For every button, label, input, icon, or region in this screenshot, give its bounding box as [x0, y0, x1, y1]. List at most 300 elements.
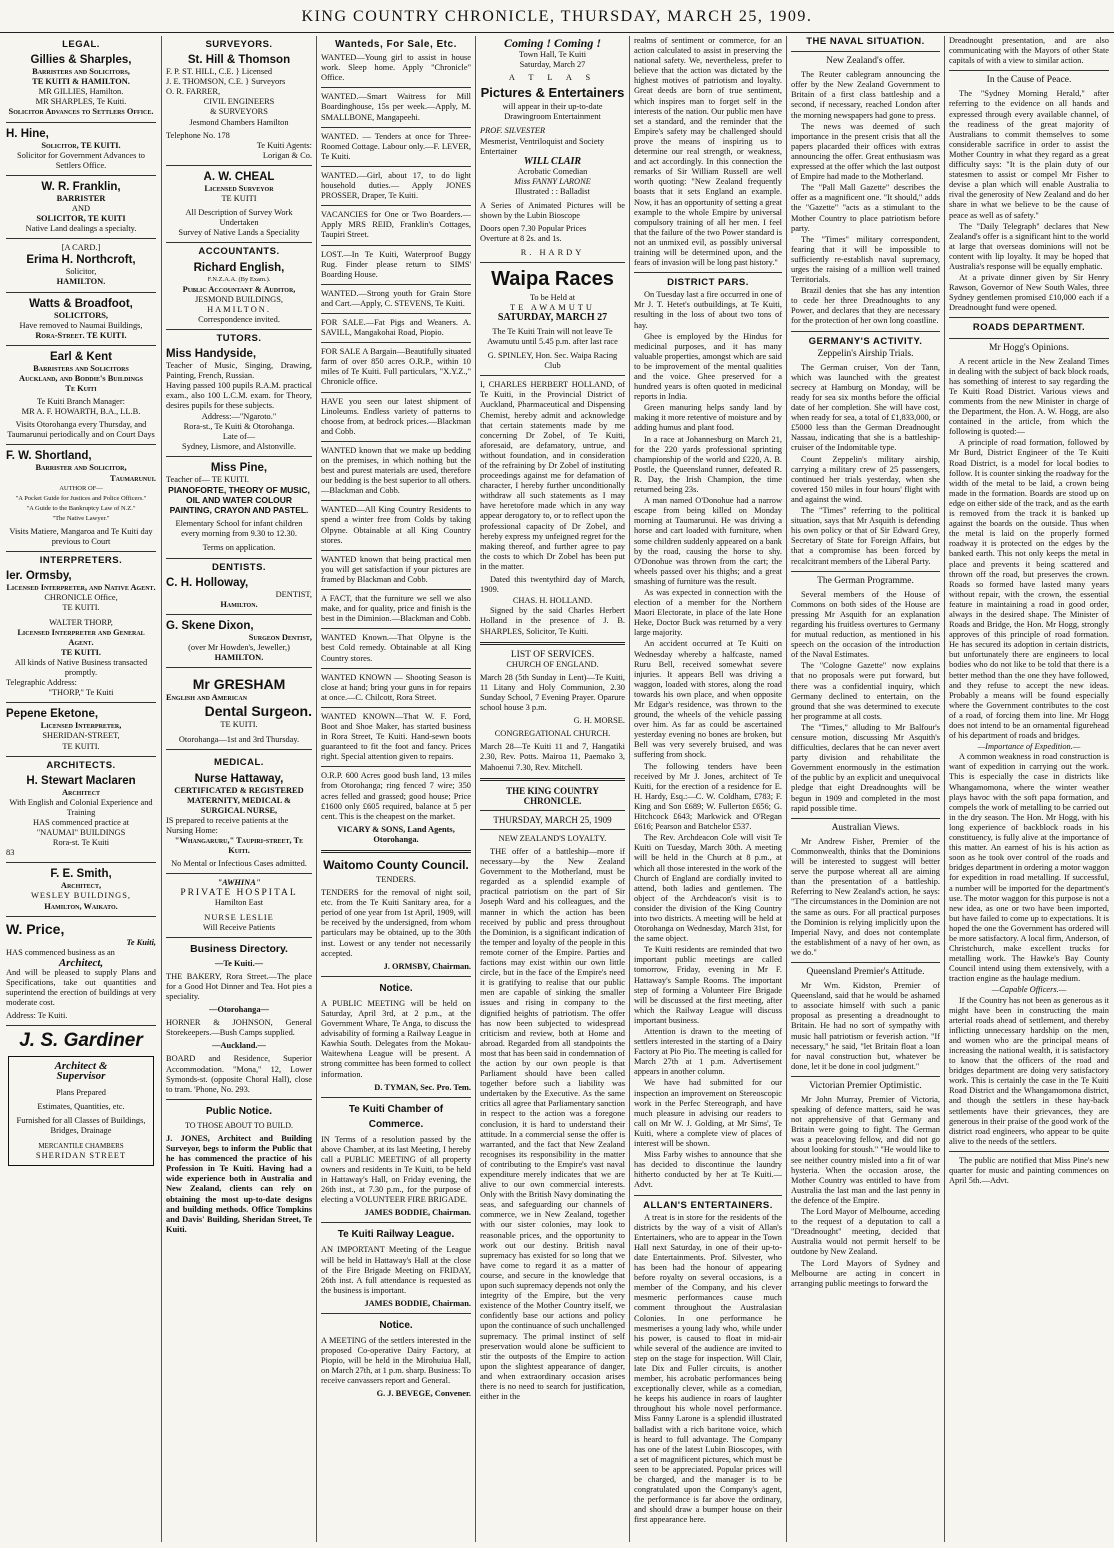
- card-line: Dental Surgeon.: [204, 703, 312, 720]
- section-heading-commerce: Te Kuiti Chamber of Commerce.: [348, 1103, 444, 1130]
- article-loyalty-cont: realms of sentiment or commerce, for an action calculated to assist in preserving the national safety. We, nevertheless, prefer to believe that the action was dictated by the highest motives of patriotism and loyalty. Great deeds are born of true sentiment, which inspires man to forget self in the interests of the nation. Our public men have set a standard, and the reminder that the Empire's safety may be challenged should prove the means of inspiring us to determine our real strength, or weakness, and act accordingly. In this connection the remarks of Sir William Russell are well worth quoting: "New Zealand frequently boasts that it sets England an example. Now, it has an opportunity of setting a great example to the whole Empire by universal compulsory training of all her men. I feel that the failure of the two Power standard is not an unmixed evil, as possibly universal training will be determined upon, and the fears of invasion will be long past history.": [634, 36, 782, 268]
- programme-par: The "Times," alluding to Mr Balfour's censure motion, discussing Mr Asquith's difficulties, declares that he can never avert party division and rehabilitate the Government enormously in the estimation of the public by an explicit and unequivocal pledge that eight Dreadnoughts will be begun in 1909 and completed in the most rapid possible time.: [791, 722, 940, 813]
- card-pine: [166, 461, 312, 554]
- section-heading-medical: MEDICAL.: [214, 757, 264, 769]
- divider: [480, 262, 625, 263]
- mayor-par: The Lord Mayors of Sydney and Melbourne are acting in concert in arranging public meetings to forward the: [791, 1258, 940, 1288]
- heading-coming: Coming ! Coming !: [503, 36, 602, 50]
- card-line: O. R. FARRER,: [166, 87, 221, 97]
- card-line: PIANOFORTE, THEORY OF MUSIC, OIL AND WATER COLOUR PAINTING, CRAYON AND PASTEL.: [168, 485, 310, 516]
- subheading-programme: The German Programme.: [817, 575, 914, 586]
- australian-par: Mr Andrew Fisher, Premier of the Commonwealth, thinks that the Dominions will be interested to suggest will better serve the purpose whereat all are aiming than the presentation of a battleship. Referring to New Zealand's action, he says: "The circumstances in the Dominion are not the same as ours. For all practical purposes the Dominion is relying implicitly upon the Imperial Navy, and does not contemplate the establishment of a navy of her own, as we do.": [791, 836, 940, 957]
- card-line: MR A. F. HOWARTH, B.A., LL.B.: [21, 407, 141, 417]
- public-notice-subheading: TO THOSE ABOUT TO BUILD.: [185, 1120, 293, 1130]
- divider: [321, 1222, 471, 1223]
- card-line: Rora-Street. TE KUITI.: [35, 330, 127, 340]
- card-line: TE KUITI.: [60, 647, 102, 657]
- district-par: Ghee is employed by the Hindus for medicinal purposes, and it has many valuable properties, amongst which are said to be improvement of the mental qualities and the voice. Ghee preserved for a hundred years is often quoted in medicinal reports in India.: [634, 331, 782, 402]
- column-rule: [786, 36, 787, 1542]
- card-line: CIVIL ENGINEERS: [203, 97, 275, 107]
- card-northcroft: [6, 243, 156, 287]
- subheading-germany: Zeppelin's Airship Trials.: [817, 348, 914, 359]
- card-line: "A Guide to the Bankruptcy Law of N.Z.": [26, 504, 136, 512]
- notice-tenders: TENDERS for the removal of night soil, etc. from the Te Kuiti Sanitary area, for a period of one year from 1st April, 1909, will be received by the undersigned, from whom particulars may be obtained, up to the 30th inst. Lowest or any tender not necessarily accepted.: [321, 888, 471, 958]
- divider: [791, 818, 940, 819]
- card-line: SOLICITORS,: [53, 310, 109, 320]
- performer-clair: WILL CLAIR: [523, 155, 582, 167]
- divider: [166, 558, 312, 559]
- column-district: [634, 36, 782, 1542]
- divider: [791, 962, 940, 963]
- district-par: On Tuesday last a fire occurred in one of Mr J. T. Hetet's outbuildings, at Te Kuiti, resulting in the loss of about two tons of hay.: [634, 290, 782, 330]
- card-kent: [6, 350, 156, 441]
- divider: [791, 331, 940, 332]
- divider: [166, 456, 312, 457]
- card-line: Architect: [61, 787, 101, 797]
- masthead: [0, 6, 1114, 33]
- church-heading: CONGREGATIONAL CHURCH.: [494, 729, 611, 739]
- section-heading-notice: Notice.: [379, 982, 413, 994]
- classified-ad: WANTED. — Tenders at once for Three-Roomed Cottage. Labour only.—F. LEVER, Te Kuiti.: [321, 131, 471, 161]
- card-line: Visits Matiere, Mangaroa and Te Kuiti day previous to Court: [9, 527, 153, 547]
- card-line: All Description of Survey Work Undertaken: [185, 208, 293, 228]
- card-line: Plans Prepared: [55, 1087, 106, 1097]
- card-line: Rora-st., Te Kuiti & Otorohanga.: [183, 421, 295, 431]
- naval-par: The "Times" military correspondent, fearing that it will be impossible to sufficiently re-establish naval supremacy, urges the raising of a million well trained Territorials.: [791, 234, 940, 285]
- programme-par: Several members of the House of Commons on both sides of the House are pressing Mr Asquith for an explanation regarding his fruitless overtures to Germany for mutual reduction, as mentioned in his speech on the occasion of the introduction of the Naval Estimates.: [791, 589, 940, 660]
- card-line: Supervisor: [56, 1070, 106, 1083]
- subheading-queensland: Queensland Premier's Attitude.: [806, 966, 925, 977]
- divider: [166, 873, 312, 874]
- classified-ad: VACANCIES for One or Two Boarders.—Apply MRS REID, Franklin's Cottages, Taupiri Street.: [321, 210, 471, 240]
- column-naval: [791, 36, 940, 1542]
- card-name: Miss Handyside,: [166, 348, 257, 361]
- card-line: Solicitor Advances to Settlers Office.: [8, 107, 154, 117]
- card-name: W. Price,: [6, 920, 65, 937]
- card-gillies: [6, 53, 156, 117]
- card-line: Elementary School for infant children every morning from 9.30 to 12.30.: [175, 519, 303, 539]
- section-heading-accountants: ACCOUNTANTS.: [198, 246, 280, 258]
- card-line: & SURVEYORS: [210, 107, 268, 117]
- paper-title: THE KING COUNTRY CHRONICLE.: [506, 785, 599, 806]
- notice-holland-signature: CHAS. H. HOLLAND.: [512, 596, 593, 606]
- card-line: All kinds of Native Business transacted promptly.: [14, 657, 148, 678]
- card-line: "A Pocket Guide for Justices and Police Officers.": [15, 494, 147, 502]
- section-heading-directory: Business Directory.: [190, 942, 288, 955]
- card-line: "NAUMAI" BUILDINGS: [36, 828, 126, 838]
- divider: [6, 862, 156, 863]
- event-hall: Town Hall, Te Kuiti: [518, 50, 587, 59]
- card-line: Barrister and Solicitor,: [35, 463, 127, 473]
- section-heading-naval: THE NAVAL SITUATION.: [806, 36, 925, 47]
- card-name: Watts & Broadfoot,: [29, 297, 133, 310]
- germany-par: Count Zeppelin's military airship, carrying a military crew of 25 passengers, continued her trials yesterday, when she covered 150 miles in four hours' flight with and against the wind.: [791, 454, 940, 504]
- card-line: Solicitor, TE KUITI.: [41, 140, 121, 150]
- card-line: Estimates, Quantities, etc.: [37, 1101, 125, 1111]
- district-par: The Rev. Archdeacon Cole will visit Te Kuiti on Tuesday, March 30th. A meeting will be held in the Church at 8 p.m., at which all those interested in the work of the Church of England are cordially invited to attend, both ladies and gentlemen. The object of the Archdeacon's visit is to consider the division of the King Country into two districts. A meeting will be held at Otorohanga on Wednesday, March 31st, for the same object.: [634, 833, 782, 944]
- card-name: F. W. Shortland,: [6, 450, 92, 463]
- divider: [6, 702, 156, 703]
- card-name: St. Hill & Thomson: [187, 54, 291, 67]
- ad-jones: J. JONES, Architect and Building Surveyor, begs to inform the Public that he has commenced the practice of his Profession in Te Kuiti. Having had a wide experience both in Australia and New Zealand, clients can rely on obtaining the most up-to-date designs and building methods. Office Tompkins and Davis' Building, Sheridan Street, Te Kuiti.: [166, 1133, 312, 1234]
- notice-signature: JAMES BODDIE, Chairman.: [364, 1298, 471, 1308]
- card-line: NURSE LESLIE: [204, 912, 274, 922]
- section-heading-railway: Te Kuiti Railway League.: [337, 1229, 455, 1241]
- card-name: H. Stewart Maclaren: [26, 774, 136, 787]
- card-line: Address: Te Kuiti.: [6, 1011, 68, 1021]
- card-thorp: [6, 618, 156, 699]
- divider: [166, 242, 312, 243]
- waipa-signature: G. SPINLEY, Hon. Sec. Waipa Racing Club: [487, 351, 618, 371]
- district-par: A man named O'Donohue had a narrow escape from being killed on Monday morning at Taumarunui. He was driving a horse and cart loaded with furniture, when some children suddenly appeared on a bank by the road, causing the horse to shy. O'Donohue was thrown from the cart; the wheels passed over his thighs; and a great smashing of furniture was the result.: [634, 496, 782, 586]
- article-loyalty: THE offer of a battleship—more if necessary—by the New Zealand Government to the Motherland, must be regarded as a splendid example of practical patriotism on the part of Sir Joseph Ward and his colleagues, and the manner in which the action has been received by public and press throughout the Dominion, is a significant indication of the temper and loyalty of the people in this remote corner of the Empire. Parties and factions may exist within our own little circle, but in the face of the Empire's need it is gratifying to realise that our public men are capable of sinking the smaller issues and rising in company to the dignified heights of patriotism. The offer has now been subjected to widespread criticism and review, both at Home and abroad. Regarded from all standpoints the most that has been said in condemnation of the action by our own people is that Parliament should have been called together before such a liability was undertaken by the Executive. As the same critics all agree that Parliamentary sanction in respect to the action was a foregone conclusion, it is hard to understand their attitude. In a commercial sense the offer is warranted, and the fact that New Zealand recognises its responsibility in the matter of contributing to the Empire's vast naval expenditure merely indicates that we are alive to our own commercial interests. Only with the British Navy dominating the seas, and safeguarding our channels of commerce, we in New Zealand, together with our sister colonies, may look to reasonable prices, and the opportunity to work out our destiny. British naval supremacy has existed for so long that we have come to regard it as a matter of course, and secure in the knowledge that upon such supremacy depends not only the integrity of the Empire, but the very existence of the Mother Country itself, we confidently base our actions and policy upon the continuance of such unchallenged supremacy. The primal instinct of self preservation would alone be sufficient to stir the outposts of the Empire to action upon the slightest appearance of danger, and when extraordinary occasion arises there is no need to search for justification, either in the: [480, 847, 625, 1402]
- classified-ad: A FACT, that the furniture we sell we also make, and for quality, price and finish is the best in the Diminion.—Blackman and Cobb.: [321, 594, 471, 624]
- divider: [6, 551, 156, 552]
- naval-cont: Dreadnought presentation, and are also communicating with the Mayors of other State capitals of with a view to similar action.: [949, 36, 1109, 66]
- card-line: HAS commenced business as an: [6, 947, 115, 957]
- card-line: And will be pleased to supply Plans and Specifications, take out quantities and superintend the erection of buildings at very moderate cost.: [6, 967, 156, 1008]
- victorian-par: Mr John Murray, Premier of Victoria, speaking of defence matters, said he was not apprehensive of that Germany and Britain were going to fight. The German was a peaceloving fellow, and did not go about looking for stoush." "He would like to see neither country misled into a fit of war hysteria. When the occasion arose, the Mother Country was entitled to have from Australia the last man and the last penny in the defence of the Empire.: [791, 1095, 940, 1205]
- divider: [480, 375, 625, 376]
- district-par: Miss Farby wishes to announce that she has decided to discontinue the laundry hitherto conducted by her at Te Kuiti.—Advt.: [634, 1150, 782, 1190]
- officers-par: If the Country has not been as generous as it might have been in constructing the main arterial roads ahead of settlement, and thereby inflicting unnecessary hardship on the men, and women who are the principal means of increasing the national wealth, it is satisfactory to know that the officers of the road and bridges department are doing very satisfactory work. This is certainly the case in the Te Kuiti Road District and the Whangamomona district, and though the settlers in these hay-back settlements have their grievances, they are generous in their praise of the good work of the district road engineers, who appear to be quite alive to the needs of the settlers.: [949, 995, 1109, 1146]
- section-heading-allan: ALLAN'S ENTERTAINERS.: [643, 1199, 773, 1211]
- card-line: Barristers and Solicitors: [33, 363, 129, 373]
- programme-par: The "Cologne Gazette" now explains that no proposals were put forward, but there was a confidential inquiry, which Germany declined to entertain, on the ground that she was determined to execute her programme at all costs.: [791, 661, 940, 721]
- event-atlas: A T L A S: [508, 73, 597, 83]
- card-line: SHERIDAN STREET: [35, 1151, 127, 1161]
- peace-par: The "Sydney Morning Herald," after referring to the evidence on all hands and expressed through every available channel, of the readiness of the great majority of Australians to commit themselves to some considerable sacrifice in order to assist the Mother Country in what they regard as a great difficulty says: "It is the plain duty of our statesmen to assist or compel Mr Fisher to devise a plan which will enable Australia to rival the generosity of New Zealand and do her share in what we believe to be the cause of peace as well as of safety.": [949, 89, 1109, 220]
- subheading-naval: New Zealand's offer.: [826, 56, 905, 67]
- card-line: SOLICITOR, TE KUITI: [36, 214, 126, 224]
- card-line: Telegraphic Address:: [6, 678, 77, 688]
- card-line: Teacher of Music, Singing, Drawing, Painting, French, Russian.: [166, 361, 312, 381]
- card-line: Late of—: [222, 431, 256, 441]
- subheading-tenders: TENDERS.: [376, 875, 416, 884]
- card-name: Mr GRESHAM: [192, 676, 286, 693]
- column-rule: [316, 36, 317, 1542]
- card-line: Telephone No. 178: [166, 130, 230, 140]
- event-title: Pictures & Entertainers: [480, 85, 625, 101]
- district-par: The following tenders have been received by Mr J. Jones, architect of Te Kuiti, for the erection of a residence for E. H. Hardy, Esq.:—C. W. Coldham, £783; F. King and Son £689; W. Fullerton £656; G. Hitchcock £643; Markwick and O'Regan £616; Pearson and Batchelor £537.: [634, 761, 782, 832]
- section-heading-surveyors: SURVEYORS.: [205, 39, 273, 50]
- waipa-line: TE AWAMUTU: [510, 302, 595, 312]
- card-ormsby: [6, 569, 156, 613]
- classified-ad: WANTED—All King Country Residents to spend a winter free from Colds by taking Olpyne. Obtainable at all King Country stores.: [321, 505, 471, 545]
- district-par: As was expected in connection with the election of a member for the Northern Maori Electorate, in place of the late Hone Heke, Doctor Buck was returned by a very large majority.: [634, 587, 782, 638]
- card-hine: [6, 127, 156, 171]
- divider: [6, 122, 156, 123]
- divider: [6, 345, 156, 346]
- card-line: HAS commenced practice at: [32, 817, 130, 827]
- divider: [6, 756, 156, 757]
- section-heading-legal: LEGAL.: [62, 39, 100, 50]
- event-date: Saturday, March 27: [519, 60, 586, 70]
- card-line: Jesmond Chambers Hamilton: [189, 117, 289, 127]
- church-signature: G. H. MORSE.: [573, 716, 625, 726]
- card-name: WALTER THORP,: [49, 617, 113, 627]
- divider: [949, 70, 1109, 71]
- ad-horner: HORNER & JOHNSON, General Storekeepers.—Bush Camps supplied.: [166, 1018, 312, 1038]
- card-line: MR GILLIES, Hamilton.: [38, 87, 124, 97]
- card-line: Architect,: [58, 956, 104, 969]
- card-line: Public Accountant & Auditor,: [182, 284, 296, 294]
- classified-ad: WANTED KNOWN — Shooting Season is close at hand; bring your guns in for repairs at once.—C. Chilcott, Rora Street.: [321, 672, 471, 702]
- card-line: BARRISTER: [56, 193, 106, 203]
- district-par: Te Kuiti residents are reminded that two important public meetings are called tomorrow, Friday, evening in Mr F. Hattaway's Sample Rooms. The important step of forming a Volunteer Fire Brigade will be discussed at the first meeting, after which the Railway League will discuss important business.: [634, 945, 782, 1025]
- performer-desc: Mesmerist, Ventriloquist and Society Entertainer: [480, 136, 605, 156]
- card-line: SHERIDAN-STREET,: [42, 731, 120, 741]
- card-line: Te Kuiti,: [126, 937, 156, 947]
- classified-ad: WANTED known that we make up bedding on the premises, in which nothing but the best and purest materials are used, therefore our bedding is the best superior to all others.—Blackman and Cobb.: [321, 445, 471, 496]
- card-line: WESLEY BUILDINGS,: [31, 891, 131, 901]
- column-legal: [6, 36, 156, 1542]
- event-doors: Doors open 7.30 Popular Prices: [480, 224, 587, 234]
- card-eketone: [6, 707, 156, 751]
- notice-signature: D. TYMAN, Sec. Pro. Tem.: [374, 1082, 471, 1092]
- card-franklin: [6, 180, 156, 234]
- column-entertainment: [480, 36, 625, 1542]
- card-line: Otorohanga—1st and 3rd Thursday.: [178, 735, 300, 745]
- card-line: Sydney, Lismore, and Alstonville.: [182, 441, 296, 451]
- peace-par: At a private dinner given by Sir Henry Rawson, Governor of New South Wales, three Sydney gentlemen promised £10,000 each if a Dreadnought fund were opened.: [949, 273, 1109, 313]
- divider: [166, 937, 312, 938]
- ad-bakery: THE BAKERY, Rora Street.—The place for a Good Hot Dinner and Tea. Hot pies a speciality.: [166, 971, 312, 1001]
- germany-par: The German cruiser, Von der Tann, which was launched with the greatest secrecy at Hamburg on Monday, will be ready for sea six months before the official date of her completion. She will have cost, when ready for sea, a total of £1,833,000, or £5000 less than the German Dreadnought Nassau, indicating that she is a battleship-cruiser of the Indomitable type.: [791, 362, 940, 453]
- card-name: F. E. Smith,: [50, 868, 112, 881]
- card-line: Auckland, and Boddie's Buildings: [19, 373, 143, 383]
- roads-par: A recent article in the New Zealand Times in dealing with the subject of back block roads, has something of interest to say regarding the Te Kuiti Road District. Various views and comments from the new Minister in charge of the Department, the Hon. A. W. Hogg, are also contained in the article, from which the following is quoted:—: [949, 356, 1109, 437]
- card-hill-thomson: [166, 53, 312, 161]
- card-line: Hamilton, Waikato.: [44, 901, 118, 911]
- event-manager: R. HARDY: [520, 247, 585, 257]
- performer-larone: Miss FANNY LARONE: [514, 176, 591, 186]
- card-name: Erima H. Northcroft,: [26, 254, 136, 267]
- card-name: W. R. Franklin,: [41, 180, 121, 193]
- divider: [791, 571, 940, 572]
- card-name: Nurse Hattaway,: [194, 772, 284, 785]
- performer-silvester: PROF. SILVESTER: [480, 126, 546, 136]
- card-line: Correspondence invited.: [198, 314, 280, 324]
- card-line: Licensed Interpreter and General Agent.: [17, 627, 145, 647]
- card-line: Licensed Interpreter, and Native Agent.: [6, 583, 156, 593]
- divider: [480, 810, 625, 811]
- card-line: HAMILTON.: [207, 304, 271, 314]
- district-par: An accident occurred at Te Kuiti on Wednesday whereby a halfcaste, named Ruru Bell, received somewhat severe injuries. It appears Bell was driving a waggon, loaded with stores, along the road towards his own place, and when opposite Mr Edgar's residence, was thrown to the ground, the wheels of the vehicle passing over him. As far as could be ascertained yesterday evening no bones are broken, but Bell was very severely bruised, and was suffering from shock.: [634, 639, 782, 760]
- district-par: Green manuring helps sandy land by making it more retentive of moisture and by adding humus and plant food.: [634, 403, 782, 433]
- divider: [634, 1195, 782, 1196]
- card-tag: [A CARD.]: [61, 243, 101, 253]
- divider: [949, 317, 1109, 318]
- card-line: "THORP," Te Kuiti: [48, 688, 114, 698]
- directory-subheading: —Otorohanga—: [209, 1005, 269, 1015]
- divider: [634, 272, 782, 273]
- card-line: Surgeon Dentist,: [248, 632, 312, 642]
- church-text: March 28 (5th Sunday in Lent)—Te Kuiti, 11 Litany and Holy Communion, 2.30 Sunday School, 7 Evening Prayer. Oparure school house 3 p.m.: [480, 672, 625, 713]
- card-cheal: [166, 170, 312, 238]
- notice-public-meeting: A PUBLIC MEETING will be held on Saturday, April 3rd, at 2 p.m., at the Government Whare, Te Anga, to discuss the advisability of forming a Railway League in Kawhia South. Delegates from the Mokau-Waitewhena League will be present. A strong committee has been formed to collect information.: [321, 998, 471, 1079]
- classified-ad: O.R.P. 600 Acres good bush land, 13 miles from Otorohanga; ring fenced 7 wire; 350 acres felled and grassed; good house; Price £1600 only £605 required, balance at 5 per cent. This is the cheapest on the market.: [321, 771, 471, 821]
- divider: [321, 1097, 471, 1098]
- card-line: Native Land dealings a specialty.: [25, 224, 137, 234]
- section-heading-dentists: DENTISTS.: [211, 561, 267, 573]
- notice-dairy: A MEETING of the settlers interested in the proposed Co-operative Dairy Factory, at Piopio, will be held in the Mirohuiua Hall, on March 27th, at 1 p.m. sharp. Business: To receive canvassers report and General.: [321, 1336, 471, 1386]
- divider: [166, 667, 312, 668]
- card-line: TE KUITI.: [62, 603, 100, 613]
- waipa-title: Waipa Races: [491, 267, 614, 290]
- performer-desc: Acrobatic Comedian: [517, 166, 588, 176]
- card-line: Teacher of— TE KUITI.: [166, 474, 249, 484]
- peace-par: The "Daily Telegraph" declares that New Zealand's offer is a significant hint to the world at large that overseas dominions will not be content with lip loyalty. It may be hoped that Australia's response will be equally emphatic.: [949, 221, 1109, 271]
- card-line: Have removed to Naumai Buildings,: [19, 320, 143, 330]
- card-name: H. Hine,: [6, 127, 49, 140]
- card-gresham: [166, 676, 312, 745]
- church-heading: CHURCH OF ENGLAND.: [506, 659, 599, 669]
- classified-ad: WANTED—Young girl to assist in house work. Sleep home. Apply "Chronicle" Office.: [321, 53, 471, 83]
- card-holloway: [166, 576, 312, 610]
- card-line: "The Native Lawyer.": [52, 514, 110, 522]
- card-handyside: [166, 347, 312, 452]
- divider: [166, 329, 312, 330]
- queensland-par: Mr Wm. Kidston, Premier of Queensland, said that he would be ashamed to associate himself with such a panic proposal as presenting a dreadnought to Britain. He had no sort of sympathy with music hall patriotism or feverish action. "If necessary," he said, "let Britain float a loan for naval construction but, whatever be done, let it be done in cool judgment.": [791, 981, 940, 1071]
- card-line: Te Kuiti: [65, 383, 97, 393]
- subheading-peace: In the Cause of Peace.: [986, 75, 1072, 86]
- notice-railway: AN IMPORTANT Meeting of the League will be held in Hattaway's Hall at the close of the Fire Brigade Meeting on FRIDAY, 26th inst. A full attendance is requested as the business is important.: [321, 1245, 471, 1295]
- card-line: PRIVATE HOSPITAL: [180, 888, 298, 899]
- expedition-par: A common weakness in road construction is want of expedition in carrying out the work. This is especially the case in districts like Whangamomona, where the winter weather plays havoc with the soft papa formation, and compels the work of metalling to be carried out in the dry season. The Hon. Mr Hogg, with his long experience of backblock roads in his constituency, is fully alive at the importance of this matter. An earnest of his is his action as soon as he took over control of the roads and bridges department in ordering a motor waggon for expedition in road metalling. If successful, a number will be imported for the department's use. The motor waggon for this purpose is not a new idea, as one or two have been imported, but have failed to come up to expectations. It is hoped the one the Government has ordered will be more satisfactory. A local firm, Anderson, of Christchurch, make excellent trucks for metalling work. The Hawke's Bay County Council intend using them extensively, with a traction engine as the haulage medium.: [949, 752, 1109, 984]
- divider: [166, 614, 312, 615]
- column-roads: [949, 36, 1109, 1542]
- column-rule: [944, 36, 945, 1542]
- card-line: Visits Otorohanga every Thursday, and Taumarunui periodically and on Court Days: [7, 420, 155, 440]
- card-name: Gillies & Sharples,: [30, 54, 132, 67]
- divider: [480, 829, 625, 830]
- classified-ad: WANTED known that being practical men you will get satisfaction if your pictures are framed by Blackman and Cobb.: [321, 554, 471, 584]
- card-awhina: [166, 878, 312, 932]
- card-line: CHRONICLE Office,: [44, 593, 118, 603]
- ad-signature: VICARY & SONS, Land Agents, Otorohanga.: [337, 824, 455, 844]
- section-heading-germany: GERMANY'S ACTIVITY.: [808, 335, 923, 347]
- card-hattaway: [166, 772, 312, 870]
- card-line: TE KUITI: [221, 194, 257, 204]
- classified-list: [321, 53, 471, 845]
- performer-desc: Illustrated : : Balladist: [515, 187, 590, 197]
- card-line: Licensed Interpreter,: [40, 721, 122, 731]
- directory-subheading: —Te Kuiti.—: [214, 958, 264, 968]
- divider: [166, 749, 312, 750]
- card-name: Miss Pine,: [210, 461, 268, 474]
- divider: [949, 1151, 1109, 1152]
- column-rule: [475, 36, 476, 1542]
- divider: [6, 916, 156, 917]
- divider: [480, 778, 625, 781]
- germany-par: The "Times" referring to the political situation, says that Mr Asquith is defending his own policy or that of Sir Edward Grey, Secretary of State for Foreign Affairs, but that a compromise has been forced by recalcitrant members of the Liberal Party.: [791, 506, 940, 566]
- classified-ad: LOST.—In Te Kuiti, Waterproof Buggy Rug. Finder please return to SIMS' Boarding House.: [321, 249, 471, 279]
- notice-signature: G. J. BEVEGE, Convener.: [376, 1389, 471, 1399]
- classified-ad: WANTED.—Girl, about 17, to do light household duties.— Apply JONES PROSSER, Draper, Te Kuiti.: [321, 170, 471, 201]
- notice-holland-witness: Signed by the said Charles Herbert Holland in the presence of J. B. SHARPLES, Solicitor, Te Kuiti.: [480, 606, 625, 636]
- naval-par: The news was deemed of such importance in the present crisis that all the papers placarded their offices with extras announcing the offer. Great enthusiasm was expressed at the offer which the last outpost of Empire had made to the Motherland.: [791, 121, 940, 182]
- section-heading-waitomo: Waitomo County Council.: [323, 858, 469, 872]
- card-line: MERCANTILE CHAMBERS: [38, 1141, 124, 1150]
- card-line: TE KUITI.: [220, 720, 258, 730]
- card-line: F. P. ST. HILL, C.E. } Licensed: [166, 67, 273, 77]
- section-heading-tutors: TUTORS.: [216, 332, 262, 344]
- subheading-officers: —Capable Officers.—: [991, 985, 1067, 995]
- column-rule: [161, 36, 162, 1542]
- card-shortland: [6, 449, 156, 547]
- card-maclaren: [6, 774, 156, 859]
- card-watts: [6, 297, 156, 341]
- card-line: J. E. THOMSON, C.E. } Surveyors: [166, 77, 286, 87]
- notice-holland: I, CHARLES HERBERT HOLLAND, of Te Kuiti, in the Provincial District of Auckland, Pharmaceutical and Dispensing Chemist, hereby admit and acknowledge that certain statements made by me concerning Dr Zobel, of Te Kuiti, aforesaid, are defamatory, untrue, and without foundation, and in consideration of the refraining by Dr Zobel of instituting proceedings against me for defamation of character, I hereby further unconditionally withdraw all such statements as I may have heretofore made which in any way appear derogatory to, or to reflect upon the professional capacity of Dr Zobel, and hereby express my unfeigned regret for the making thereof, and further agree to pay the costs to which Dr Zobel has been put in the matter.: [480, 380, 625, 571]
- card-line: Survey of Native Lands a Speciality: [178, 228, 300, 238]
- divider: [480, 642, 625, 645]
- notice-signature: J. ORMSBY, Chairman.: [383, 961, 471, 971]
- public-notice-par: The public are notified that Miss Pine's new quarter for music and painting commences on April 5th.—Advt.: [949, 1155, 1109, 1186]
- card-line: (over Mr Howden's, Jeweller,): [188, 642, 290, 652]
- card-line: Having passed 100 pupils R.A.M. practical exam., also 100 L.C.M. exam. for Theory, desires pupils for these subjects.: [166, 381, 312, 411]
- divider: [791, 51, 940, 52]
- card-line: Furnished for all Classes of Buildings, Bridges, Drainage: [16, 1115, 146, 1135]
- card-line: DENTIST,: [275, 589, 312, 599]
- card-gardiner-box: [8, 1056, 154, 1166]
- waipa-line: The Te Kuiti Train will not leave Te Awamutu until 5.45 p.m. after last race: [487, 326, 618, 346]
- card-name: "AWHINA": [217, 878, 261, 888]
- card-line: Terms on application.: [202, 543, 276, 553]
- divider: [321, 850, 471, 853]
- card-line: Hamilton East: [214, 898, 264, 908]
- card-line: AUTHOR OF—: [59, 484, 103, 492]
- card-line: English and American: [166, 693, 248, 703]
- divider: [6, 1025, 156, 1026]
- card-line: Rora-st. Te Kuiti: [52, 838, 110, 848]
- card-line: MR SHARPLES, Te Kuiti.: [35, 97, 127, 107]
- card-line: Will Receive Patients: [202, 922, 276, 932]
- card-name: J. S. Gardiner: [19, 1030, 143, 1052]
- classified-ad: FOR SALE A Bargain—Beautifully situated farm of over 850 acres O.R.P., within 10 miles of Te Kuiti. Full particulars, "X.Y.Z.," Chronicle office.: [321, 347, 471, 387]
- naval-par: The Reuter cablegram announcing the offer by the New Zealand Government to Britain of a first class battleship and a second, if necessary, reached London after the morning newspapers had gone to press.: [791, 70, 940, 120]
- subheading-australian: Australian Views.: [831, 822, 900, 833]
- divider: [6, 444, 156, 445]
- classified-ad: WANTED.—Smart Waitress for Mill Boardinghouse, 15s per week.—Apply, M. SMALLBONE, Mangapeehi.: [321, 92, 471, 122]
- section-heading-services: LIST OF SERVICES.: [510, 649, 595, 660]
- notice-signature: JAMES BODDIE, Chairman.: [364, 1208, 471, 1218]
- card-line: Address:—"Ngaroto.": [201, 411, 277, 421]
- event-text: A Series of Animated Pictures will be shown by the Lubin Bioscope: [480, 201, 625, 221]
- card-line: No Mental or Infectious Cases admitted.: [171, 859, 307, 869]
- card-line: "Whangaruru," Taupiri-street, Te Kuiti.: [174, 835, 304, 856]
- classified-ad: FOR SALE.—Fat Pigs and Weaners. A. SAVILL, Mangakohai Road, Piopio.: [321, 317, 471, 338]
- waipa-line: SATURDAY, MARCH 27: [497, 311, 608, 323]
- classified-ad: WANTED.—Strong youth for Grain Store and Cart.—Apply, C. STEVENS, Te Kuiti.: [321, 288, 471, 308]
- classified-ad: HAVE you seen our latest shipment of Linoleums. Endless variety of patterns to choose from, at bedrock prices.—Blackman and Cobb.: [321, 396, 471, 436]
- card-name: G. Skene Dixon,: [166, 619, 254, 632]
- card-line: AND: [71, 203, 91, 213]
- notice-commerce: IN Terms of a resolution passed by the above Chamber, at its last Meeting, I hereby call a PUBLIC MEETING of all property owners and residents in Te Kuiti, to be held in Hattaway's Hall, on Friday evening, the 26th inst., at 7.30 p.m., for the purpose of electing a VOLUNTEER FIRE BRIGADE.: [321, 1134, 471, 1205]
- card-line: HAMILTON.: [214, 653, 264, 663]
- divider: [6, 175, 156, 176]
- article-allan: A treat is in store for the residents of the districts by the way of a visit of Allan's Entertainers, who are to appear in the Town Hall next Saturday, in one of their up-to-date Entertainments. Prof. Silvester, who has been had the honour of appearing before royalty on several occasions, is a member of the Company, and his clever mesmeric performances cause much comment throughout the Australasian Colonies. In one performance he mesmerises a young lady who, while under his power, is caused to float in mid-air while several of the audience are invited to step on the stage for inspection. Will Clair, late Dix and Fuller circuits, is another member, his acrobatic performances being exceptionally clever, while as a comedian, he keeps his audience in roars of laughter throughout his whole novel performance. Miss Fanny Larone is a splendid illustrated balladist with a rich baritone voice, which is heard to full advantage. The Company has one of the latest Lubin Bioscopes, with a set of magnificent pictures, which must be seen to be appreciated. Popular prices will be charged, and the manager is to be congratulated upon the Company's agent, the performance is far above the ordinary, and should draw a bumper house on their first appearance here.: [634, 1212, 782, 1525]
- district-par: Attention is drawn to the meeting of settlers interested in the starting of a Dairy Factory at Pio Pio. The meeting is called for March 27th at 1 p.m. Advertisement appears in another column.: [634, 1027, 782, 1077]
- subheading-roads: Mr Hogg's Opinions.: [988, 342, 1070, 353]
- ad-board: BOARD and Residence, Superior Accommodation. "Mona," 12, Lower Symonds-st. (opposite Choral Hall), close to tram. 'Phone, No. 293.: [166, 1054, 312, 1094]
- divider: [6, 292, 156, 293]
- card-smith: [6, 867, 156, 911]
- section-heading-interpreters: INTERPRETERS.: [39, 555, 123, 567]
- section-heading-wanted: Wanteds, For Sale, Etc.: [335, 39, 457, 50]
- divider: [791, 1076, 940, 1077]
